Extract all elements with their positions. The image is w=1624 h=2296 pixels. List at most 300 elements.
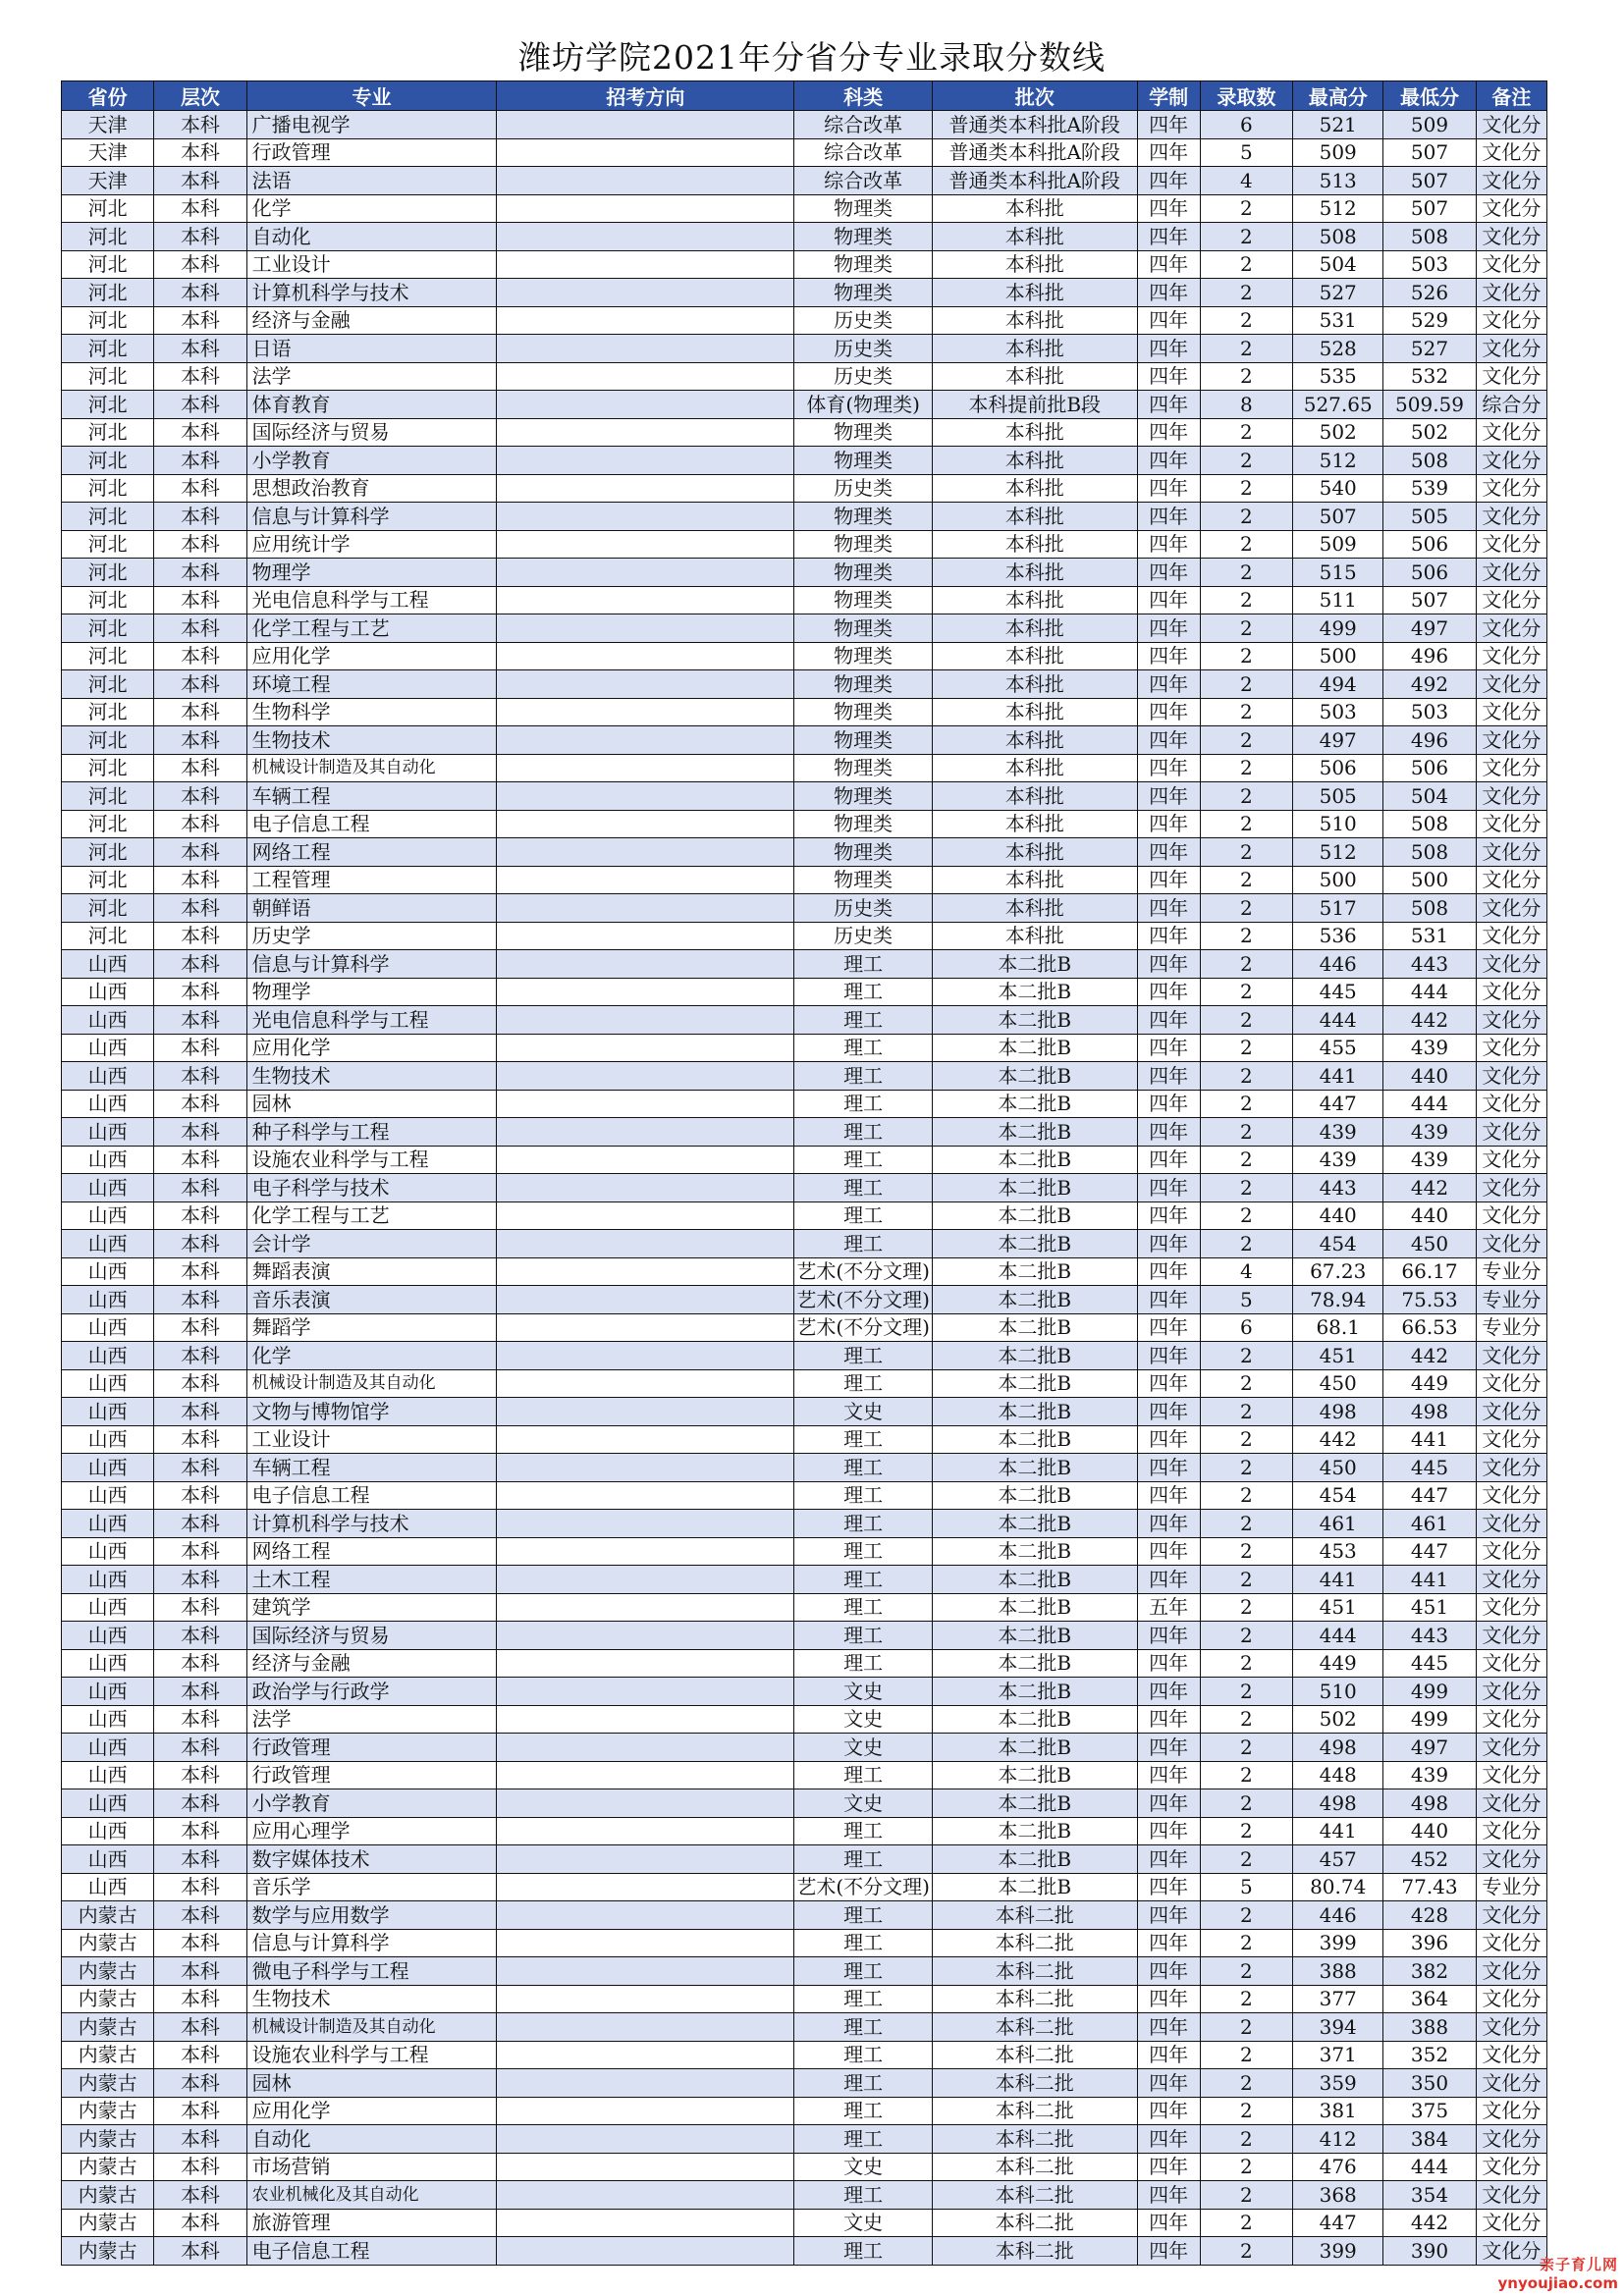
cell-min-score: 441 bbox=[1383, 1425, 1476, 1454]
cell-max-score: 446 bbox=[1293, 950, 1383, 979]
cell-batch: 本二批B bbox=[932, 1649, 1137, 1678]
cell-major: 计算机科学与技术 bbox=[246, 279, 497, 307]
cell-admitted: 2 bbox=[1200, 810, 1292, 838]
cell-category: 理工 bbox=[794, 2097, 932, 2125]
cell-duration: 四年 bbox=[1137, 2125, 1200, 2154]
cell-remark: 文化分 bbox=[1476, 2125, 1546, 2154]
cell-admitted: 2 bbox=[1200, 1454, 1292, 1482]
cell-remark: 文化分 bbox=[1476, 1174, 1546, 1202]
cell-direction bbox=[497, 642, 794, 670]
cell-level: 本科 bbox=[154, 474, 246, 503]
cell-level: 本科 bbox=[154, 1062, 246, 1091]
cell-batch: 本科批 bbox=[932, 530, 1137, 559]
cell-batch: 本二批B bbox=[932, 1734, 1137, 1762]
cell-province: 山西 bbox=[62, 1146, 154, 1174]
cell-province: 山西 bbox=[62, 950, 154, 979]
cell-level: 本科 bbox=[154, 503, 246, 531]
cell-batch: 本科二批 bbox=[932, 2041, 1137, 2069]
cell-major: 车辆工程 bbox=[246, 782, 497, 811]
cell-major: 国际经济与贸易 bbox=[246, 1622, 497, 1650]
cell-direction bbox=[497, 1817, 794, 1845]
cell-batch: 本科二批 bbox=[932, 1901, 1137, 1930]
cell-major: 机械设计制造及其自动化 bbox=[246, 1369, 497, 1398]
col-header-province: 省份 bbox=[62, 81, 154, 111]
col-header-duration: 学制 bbox=[1137, 81, 1200, 111]
cell-level: 本科 bbox=[154, 530, 246, 559]
table-row bbox=[62, 2097, 1547, 2125]
cell-level: 本科 bbox=[154, 726, 246, 755]
col-header-direction: 招考方向 bbox=[497, 81, 794, 111]
cell-max-score: 499 bbox=[1293, 614, 1383, 643]
page-title: 潍坊学院2021年分省分专业录取分数线 bbox=[518, 38, 1106, 77]
table-row bbox=[62, 810, 1547, 838]
cell-max-score: 497 bbox=[1293, 726, 1383, 755]
table-row bbox=[62, 1985, 1547, 2013]
cell-min-score: 444 bbox=[1383, 2153, 1476, 2181]
cell-min-score: 396 bbox=[1383, 1929, 1476, 1957]
cell-major: 体育教育 bbox=[246, 391, 497, 419]
cell-province: 天津 bbox=[62, 111, 154, 139]
cell-admitted: 2 bbox=[1200, 614, 1292, 643]
cell-province: 内蒙古 bbox=[62, 1901, 154, 1930]
cell-major: 法学 bbox=[246, 1705, 497, 1734]
cell-category: 理工 bbox=[794, 1929, 932, 1957]
cell-admitted: 2 bbox=[1200, 950, 1292, 979]
cell-category: 艺术(不分文理) bbox=[794, 1286, 932, 1314]
cell-min-score: 507 bbox=[1383, 586, 1476, 614]
cell-major: 音乐表演 bbox=[246, 1286, 497, 1314]
cell-min-score: 77.43 bbox=[1383, 1873, 1476, 1901]
cell-max-score: 502 bbox=[1293, 418, 1383, 447]
cell-batch: 本科批 bbox=[932, 922, 1137, 950]
cell-admitted: 2 bbox=[1200, 1146, 1292, 1174]
cell-province: 内蒙古 bbox=[62, 1985, 154, 2013]
cell-major: 国际经济与贸易 bbox=[246, 418, 497, 447]
cell-duration: 四年 bbox=[1137, 1761, 1200, 1789]
cell-batch: 本科批 bbox=[932, 362, 1137, 391]
cell-province: 山西 bbox=[62, 1174, 154, 1202]
cell-max-score: 441 bbox=[1293, 1062, 1383, 1091]
cell-major: 生物技术 bbox=[246, 726, 497, 755]
cell-major: 思想政治教育 bbox=[246, 474, 497, 503]
col-header-category: 科类 bbox=[794, 81, 932, 111]
cell-batch: 本科批 bbox=[932, 670, 1137, 699]
cell-province: 河北 bbox=[62, 754, 154, 782]
cell-min-score: 492 bbox=[1383, 670, 1476, 699]
cell-major: 法语 bbox=[246, 167, 497, 195]
cell-batch: 普通类本科批A阶段 bbox=[932, 111, 1137, 139]
cell-remark: 文化分 bbox=[1476, 1901, 1546, 1930]
cell-admitted: 2 bbox=[1200, 670, 1292, 699]
cell-duration: 四年 bbox=[1137, 1901, 1200, 1930]
table-row bbox=[62, 1481, 1547, 1510]
cell-level: 本科 bbox=[154, 335, 246, 363]
cell-min-score: 498 bbox=[1383, 1398, 1476, 1426]
cell-major: 文物与博物馆学 bbox=[246, 1398, 497, 1426]
cell-batch: 本科批 bbox=[932, 642, 1137, 670]
cell-major: 种子科学与工程 bbox=[246, 1118, 497, 1147]
cell-category: 艺术(不分文理) bbox=[794, 1313, 932, 1342]
cell-min-score: 508 bbox=[1383, 223, 1476, 251]
cell-duration: 四年 bbox=[1137, 2069, 1200, 2098]
cell-duration: 四年 bbox=[1137, 306, 1200, 335]
cell-direction bbox=[497, 1734, 794, 1762]
cell-category: 物理类 bbox=[794, 586, 932, 614]
cell-admitted: 2 bbox=[1200, 223, 1292, 251]
cell-category: 理工 bbox=[794, 2237, 932, 2266]
cell-admitted: 2 bbox=[1200, 1201, 1292, 1230]
col-header-batch: 批次 bbox=[932, 81, 1137, 111]
cell-remark: 文化分 bbox=[1476, 250, 1546, 279]
cell-direction bbox=[497, 670, 794, 699]
cell-major: 信息与计算科学 bbox=[246, 1929, 497, 1957]
cell-min-score: 439 bbox=[1383, 1761, 1476, 1789]
cell-province: 山西 bbox=[62, 1510, 154, 1538]
cell-remark: 文化分 bbox=[1476, 2041, 1546, 2069]
cell-duration: 四年 bbox=[1137, 1118, 1200, 1147]
table-row bbox=[62, 1006, 1547, 1035]
cell-admitted: 2 bbox=[1200, 754, 1292, 782]
cell-level: 本科 bbox=[154, 1734, 246, 1762]
cell-direction bbox=[497, 1705, 794, 1734]
cell-min-score: 444 bbox=[1383, 1090, 1476, 1118]
cell-province: 山西 bbox=[62, 1593, 154, 1622]
cell-min-score: 445 bbox=[1383, 1649, 1476, 1678]
table-row bbox=[62, 1398, 1547, 1426]
cell-min-score: 440 bbox=[1383, 1062, 1476, 1091]
cell-duration: 四年 bbox=[1137, 1062, 1200, 1091]
cell-direction bbox=[497, 1201, 794, 1230]
cell-remark: 文化分 bbox=[1476, 1622, 1546, 1650]
cell-admitted: 2 bbox=[1200, 1230, 1292, 1258]
cell-category: 理工 bbox=[794, 1369, 932, 1398]
cell-admitted: 6 bbox=[1200, 111, 1292, 139]
cell-admitted: 2 bbox=[1200, 1929, 1292, 1957]
cell-admitted: 2 bbox=[1200, 335, 1292, 363]
cell-min-score: 428 bbox=[1383, 1901, 1476, 1930]
cell-max-score: 510 bbox=[1293, 810, 1383, 838]
cell-min-score: 440 bbox=[1383, 1201, 1476, 1230]
cell-min-score: 527 bbox=[1383, 335, 1476, 363]
cell-remark: 文化分 bbox=[1476, 503, 1546, 531]
cell-level: 本科 bbox=[154, 1649, 246, 1678]
cell-province: 内蒙古 bbox=[62, 2013, 154, 2042]
table-row bbox=[62, 2013, 1547, 2042]
cell-major: 应用统计学 bbox=[246, 530, 497, 559]
col-header-min-score: 最低分 bbox=[1383, 81, 1476, 111]
cell-level: 本科 bbox=[154, 1313, 246, 1342]
cell-min-score: 500 bbox=[1383, 866, 1476, 894]
cell-min-score: 531 bbox=[1383, 922, 1476, 950]
cell-remark: 文化分 bbox=[1476, 1118, 1546, 1147]
cell-direction bbox=[497, 586, 794, 614]
cell-duration: 四年 bbox=[1137, 447, 1200, 475]
cell-min-score: 503 bbox=[1383, 698, 1476, 726]
cell-batch: 本二批B bbox=[932, 1286, 1137, 1314]
table-row bbox=[62, 2153, 1547, 2181]
cell-province: 山西 bbox=[62, 1201, 154, 1230]
cell-major: 经济与金融 bbox=[246, 306, 497, 335]
cell-major: 日语 bbox=[246, 335, 497, 363]
cell-max-score: 451 bbox=[1293, 1593, 1383, 1622]
cell-min-score: 388 bbox=[1383, 2013, 1476, 2042]
cell-batch: 本二批B bbox=[932, 1705, 1137, 1734]
cell-direction bbox=[497, 559, 794, 587]
table-row bbox=[62, 530, 1547, 559]
cell-batch: 本二批B bbox=[932, 1369, 1137, 1398]
cell-province: 山西 bbox=[62, 1845, 154, 1874]
cell-province: 河北 bbox=[62, 194, 154, 223]
cell-major: 工程管理 bbox=[246, 866, 497, 894]
cell-direction bbox=[497, 866, 794, 894]
cell-min-score: 443 bbox=[1383, 950, 1476, 979]
cell-min-score: 461 bbox=[1383, 1510, 1476, 1538]
cell-max-score: 440 bbox=[1293, 1201, 1383, 1230]
cell-batch: 本科批 bbox=[932, 474, 1137, 503]
cell-major: 机械设计制造及其自动化 bbox=[246, 2013, 497, 2042]
cell-province: 山西 bbox=[62, 1398, 154, 1426]
table-body bbox=[62, 111, 1547, 2266]
cell-category: 文史 bbox=[794, 1705, 932, 1734]
cell-level: 本科 bbox=[154, 1873, 246, 1901]
cell-duration: 四年 bbox=[1137, 559, 1200, 587]
cell-batch: 本科二批 bbox=[932, 2097, 1137, 2125]
cell-province: 河北 bbox=[62, 698, 154, 726]
cell-province: 山西 bbox=[62, 1313, 154, 1342]
cell-province: 内蒙古 bbox=[62, 2069, 154, 2098]
cell-direction bbox=[497, 503, 794, 531]
cell-category: 理工 bbox=[794, 1622, 932, 1650]
cell-major: 机械设计制造及其自动化 bbox=[246, 754, 497, 782]
cell-batch: 本二批B bbox=[932, 1566, 1137, 1594]
table-row bbox=[62, 447, 1547, 475]
cell-province: 山西 bbox=[62, 1006, 154, 1035]
cell-admitted: 2 bbox=[1200, 1034, 1292, 1062]
cell-admitted: 2 bbox=[1200, 1817, 1292, 1845]
cell-duration: 四年 bbox=[1137, 2153, 1200, 2181]
cell-level: 本科 bbox=[154, 782, 246, 811]
cell-province: 河北 bbox=[62, 223, 154, 251]
cell-direction bbox=[497, 1566, 794, 1594]
cell-province: 河北 bbox=[62, 503, 154, 531]
cell-category: 理工 bbox=[794, 1957, 932, 1986]
cell-level: 本科 bbox=[154, 810, 246, 838]
cell-category: 理工 bbox=[794, 1006, 932, 1035]
cell-admitted: 2 bbox=[1200, 1510, 1292, 1538]
cell-province: 山西 bbox=[62, 1537, 154, 1566]
cell-major: 历史学 bbox=[246, 922, 497, 950]
cell-admitted: 2 bbox=[1200, 866, 1292, 894]
cell-max-score: 446 bbox=[1293, 1901, 1383, 1930]
cell-category: 物理类 bbox=[794, 279, 932, 307]
cell-major: 小学教育 bbox=[246, 1789, 497, 1818]
cell-batch: 普通类本科批A阶段 bbox=[932, 167, 1137, 195]
cell-batch: 本科批 bbox=[932, 559, 1137, 587]
cell-max-score: 500 bbox=[1293, 642, 1383, 670]
table-row bbox=[62, 1454, 1547, 1482]
cell-province: 河北 bbox=[62, 474, 154, 503]
cell-direction bbox=[497, 2181, 794, 2210]
cell-direction bbox=[497, 1174, 794, 1202]
cell-max-score: 505 bbox=[1293, 782, 1383, 811]
cell-batch: 本科二批 bbox=[932, 2237, 1137, 2266]
cell-min-score: 444 bbox=[1383, 978, 1476, 1006]
cell-major: 电子信息工程 bbox=[246, 2237, 497, 2266]
cell-level: 本科 bbox=[154, 1286, 246, 1314]
cell-duration: 四年 bbox=[1137, 1705, 1200, 1734]
cell-level: 本科 bbox=[154, 1901, 246, 1930]
cell-direction bbox=[497, 1034, 794, 1062]
table-row bbox=[62, 223, 1547, 251]
table-row bbox=[62, 167, 1547, 195]
cell-major: 行政管理 bbox=[246, 138, 497, 167]
cell-province: 河北 bbox=[62, 614, 154, 643]
cell-major: 环境工程 bbox=[246, 670, 497, 699]
cell-level: 本科 bbox=[154, 1257, 246, 1286]
cell-duration: 四年 bbox=[1137, 1789, 1200, 1818]
cell-province: 河北 bbox=[62, 866, 154, 894]
cell-duration: 四年 bbox=[1137, 586, 1200, 614]
cell-province: 河北 bbox=[62, 838, 154, 867]
cell-batch: 本科批 bbox=[932, 726, 1137, 755]
cell-level: 本科 bbox=[154, 1174, 246, 1202]
cell-level: 本科 bbox=[154, 670, 246, 699]
cell-min-score: 509 bbox=[1383, 111, 1476, 139]
cell-duration: 四年 bbox=[1137, 111, 1200, 139]
table-row bbox=[62, 1146, 1547, 1174]
cell-remark: 文化分 bbox=[1476, 2237, 1546, 2266]
cell-major: 朝鲜语 bbox=[246, 894, 497, 923]
cell-max-score: 513 bbox=[1293, 167, 1383, 195]
cell-level: 本科 bbox=[154, 642, 246, 670]
cell-max-score: 444 bbox=[1293, 1006, 1383, 1035]
cell-province: 内蒙古 bbox=[62, 1957, 154, 1986]
cell-max-score: 455 bbox=[1293, 1034, 1383, 1062]
cell-major: 数学与应用数学 bbox=[246, 1901, 497, 1930]
cell-min-score: 503 bbox=[1383, 250, 1476, 279]
cell-remark: 文化分 bbox=[1476, 138, 1546, 167]
cell-duration: 四年 bbox=[1137, 1817, 1200, 1845]
cell-duration: 四年 bbox=[1137, 167, 1200, 195]
cell-remark: 文化分 bbox=[1476, 1369, 1546, 1398]
cell-duration: 四年 bbox=[1137, 922, 1200, 950]
cell-category: 理工 bbox=[794, 1034, 932, 1062]
cell-major: 自动化 bbox=[246, 223, 497, 251]
cell-batch: 本科批 bbox=[932, 866, 1137, 894]
cell-direction bbox=[497, 1873, 794, 1901]
cell-level: 本科 bbox=[154, 2209, 246, 2237]
cell-level: 本科 bbox=[154, 922, 246, 950]
cell-major: 舞蹈表演 bbox=[246, 1257, 497, 1286]
cell-major: 应用化学 bbox=[246, 1034, 497, 1062]
cell-batch: 本二批B bbox=[932, 1034, 1137, 1062]
cell-min-score: 506 bbox=[1383, 530, 1476, 559]
cell-batch: 本二批B bbox=[932, 1425, 1137, 1454]
cell-max-score: 512 bbox=[1293, 838, 1383, 867]
cell-admitted: 2 bbox=[1200, 1174, 1292, 1202]
cell-category: 理工 bbox=[794, 1118, 932, 1147]
cell-min-score: 375 bbox=[1383, 2097, 1476, 2125]
cell-category: 物理类 bbox=[794, 447, 932, 475]
cell-min-score: 382 bbox=[1383, 1957, 1476, 1986]
table-row bbox=[62, 1034, 1547, 1062]
cell-province: 山西 bbox=[62, 1286, 154, 1314]
cell-category: 理工 bbox=[794, 1761, 932, 1789]
cell-major: 建筑学 bbox=[246, 1593, 497, 1622]
cell-major: 物理学 bbox=[246, 978, 497, 1006]
table-row bbox=[62, 642, 1547, 670]
cell-direction bbox=[497, 194, 794, 223]
cell-level: 本科 bbox=[154, 1957, 246, 1986]
watermark bbox=[1498, 2254, 1618, 2292]
cell-level: 本科 bbox=[154, 2097, 246, 2125]
cell-remark: 文化分 bbox=[1476, 1230, 1546, 1258]
cell-min-score: 440 bbox=[1383, 1817, 1476, 1845]
cell-major: 信息与计算科学 bbox=[246, 503, 497, 531]
cell-min-score: 443 bbox=[1383, 1622, 1476, 1650]
cell-remark: 文化分 bbox=[1476, 167, 1546, 195]
cell-max-score: 442 bbox=[1293, 1425, 1383, 1454]
cell-batch: 本科提前批B段 bbox=[932, 391, 1137, 419]
cell-major: 广播电视学 bbox=[246, 111, 497, 139]
cell-remark: 文化分 bbox=[1476, 726, 1546, 755]
cell-max-score: 498 bbox=[1293, 1734, 1383, 1762]
cell-level: 本科 bbox=[154, 250, 246, 279]
cell-max-score: 445 bbox=[1293, 978, 1383, 1006]
cell-level: 本科 bbox=[154, 1537, 246, 1566]
cell-duration: 四年 bbox=[1137, 866, 1200, 894]
table-row bbox=[62, 726, 1547, 755]
watermark-name: 亲子育儿网 bbox=[1539, 2256, 1618, 2273]
cell-major: 计算机科学与技术 bbox=[246, 1510, 497, 1538]
cell-remark: 文化分 bbox=[1476, 838, 1546, 867]
cell-major: 化学 bbox=[246, 194, 497, 223]
table-row bbox=[62, 1705, 1547, 1734]
cell-direction bbox=[497, 1985, 794, 2013]
cell-admitted: 2 bbox=[1200, 447, 1292, 475]
cell-direction bbox=[497, 1957, 794, 1986]
cell-max-score: 412 bbox=[1293, 2125, 1383, 2154]
cell-level: 本科 bbox=[154, 306, 246, 335]
cell-category: 体育(物理类) bbox=[794, 391, 932, 419]
cell-duration: 四年 bbox=[1137, 503, 1200, 531]
cell-min-score: 445 bbox=[1383, 1454, 1476, 1482]
table-row bbox=[62, 194, 1547, 223]
cell-remark: 文化分 bbox=[1476, 2069, 1546, 2098]
cell-batch: 本二批B bbox=[932, 1201, 1137, 1230]
cell-direction bbox=[497, 1313, 794, 1342]
cell-remark: 文化分 bbox=[1476, 586, 1546, 614]
cell-min-score: 66.53 bbox=[1383, 1313, 1476, 1342]
cell-max-score: 448 bbox=[1293, 1761, 1383, 1789]
cell-max-score: 450 bbox=[1293, 1369, 1383, 1398]
table-row bbox=[62, 559, 1547, 587]
cell-admitted: 2 bbox=[1200, 2041, 1292, 2069]
cell-category: 综合改革 bbox=[794, 138, 932, 167]
cell-admitted: 2 bbox=[1200, 362, 1292, 391]
cell-level: 本科 bbox=[154, 1342, 246, 1370]
table-row bbox=[62, 1817, 1547, 1845]
header-row bbox=[62, 81, 1547, 111]
cell-major: 行政管理 bbox=[246, 1734, 497, 1762]
cell-admitted: 2 bbox=[1200, 1369, 1292, 1398]
cell-admitted: 2 bbox=[1200, 782, 1292, 811]
cell-max-score: 498 bbox=[1293, 1398, 1383, 1426]
cell-max-score: 454 bbox=[1293, 1481, 1383, 1510]
cell-duration: 四年 bbox=[1137, 1006, 1200, 1035]
cell-admitted: 2 bbox=[1200, 1425, 1292, 1454]
cell-level: 本科 bbox=[154, 2181, 246, 2210]
